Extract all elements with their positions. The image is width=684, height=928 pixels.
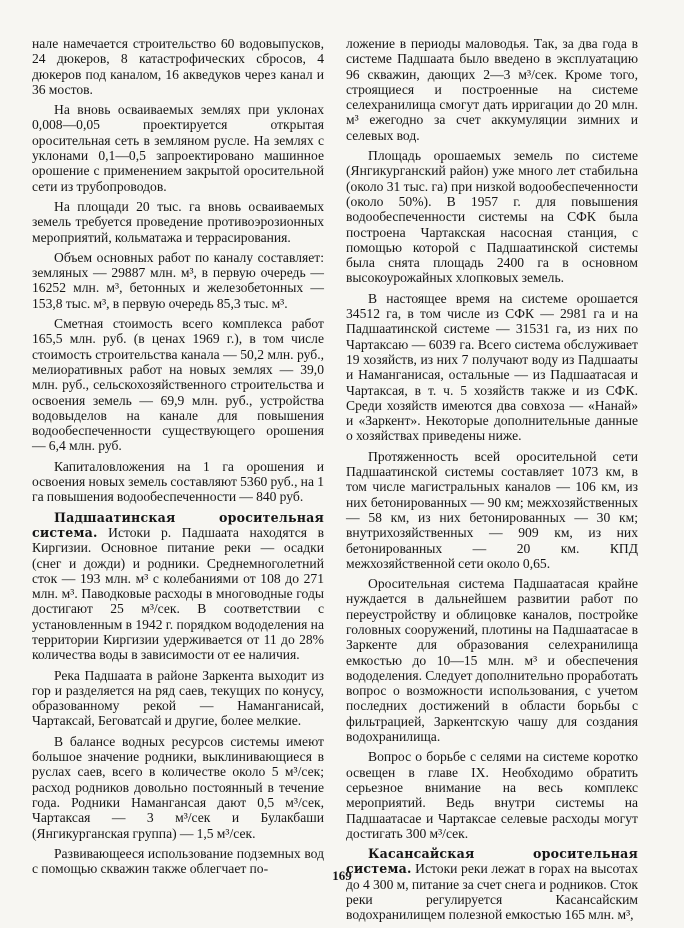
section-text: Истоки р. Падшаата находятся в Киргизии. Основное питание реки — осадки (снег и дожди) и родники. Среднемноголетний сток — 193 млн. м³ с колебаниями от 108 до 271 млн. м³. Паводковые расходы в многоводные годы достигают 25 м³/сек. В соответствии с установленным в 1942 г. порядком вододеления на территории Киргизии удерживается от 11 до 28% количества воды в зависимости от ее наличия. [32, 524, 324, 663]
paragraph: Сметная стоимость всего комплекса работ 165,5 млн. руб. (в ценах 1969 г.), в том числе стоимость строительства канала — 50,2 млн. руб., мелиоративных работ на новых землях — 39,0 млн. руб., сельскохозяйственного строительства и освоения земель — 69,9 млн. руб., устройства водовыделов на канале для повышения водообеспеченности существующего орошения — 6,4 млн. руб. [32, 316, 324, 454]
left-column [32, 36, 324, 881]
paragraph: В балансе водных ресурсов системы имеют большое значение родники, выклинивающиеся в руслах саев, всего в количестве около 5 м³/сек; расход родников довольно постоянный в течение года. Родники Намангансая дают 0,5 м³/сек, Чартаксая — 3 м³/сек и Булакбаши (Янгикурганская группа) — 1,5 м³/сек. [32, 733, 324, 841]
section-heading: Падшаатинская оросительная система. [32, 509, 324, 540]
page-number: 169 [332, 868, 352, 883]
right-column [346, 36, 638, 928]
section-paragraph [32, 510, 324, 663]
paragraph: нале намечается строительство 60 водовыпусков, 24 дюкеров, 8 катастрофических сбросов, 4 дюкеров под каналом, 16 акведуков через канал и 36 мостов. [32, 36, 324, 97]
paragraph: Река Падшаата в районе Заркента выходит из гор и разделяется на ряд саев, текущих по конусу, образованному рекой — Наманганисай, Чартаксай, Беговатсай и другие, более мелкие. [32, 667, 324, 729]
paragraph: На площади 20 тыс. га вновь осваиваемых земель требуется проведение противоэрозионных мероприятий, кольматажа и террасирования. [32, 198, 324, 245]
section-paragraph [346, 846, 638, 922]
paragraph: Развивающееся использование подземных вод с помощью скважин также облегчает по- [32, 845, 324, 877]
paragraph: Вопрос о борьбе с селями на системе коротко освещен в главе IX. Необходимо обратить серьезное внимание на весь комплекс мероприятий. Ведь внутри системы на Падшаатасае и Чартаксае селевые расходы могут достигать 300 м³/сек. [346, 749, 638, 841]
section-heading: Касансайская оросительная система. [346, 846, 638, 877]
section-text: Истоки реки лежат в горах на высотах до 4 300 м, питание за счет снега и родников. Сток реки регулируется Касансайским водохранилищем полезной емкостью 165 млн. м³, [346, 861, 638, 923]
paragraph: На вновь осваиваемых землях при уклонах 0,008—0,05 проектируется открытая оросительная сеть в земляном русле. На землях с уклонами 0,1—0,5 запроектировано машинное орошение с применением закрытой оросительной сети из трубопроводов. [32, 102, 324, 194]
paragraph: Площадь орошаемых земель по системе (Янгикурганский район) уже много лет стабильна (около 31 тыс. га) при низкой водообеспеченности (около 50%). В 1957 г. для повышения водообеспеченности системы на СФК была построена Чартакская насосная станция, с помощью которой с Падшаатинской системы была снята площадь 2400 га в основном высокоурожайных хлопковых земель. [346, 148, 638, 286]
paragraph: Оросительная система Падшаатасая крайне нуждается в дальнейшем развитии работ по переустройству и облицовке каналов, постройке головных сооружений, плотины на Падшаатасае в Заркенте для образования селехранилища емкостью до 10—15 млн. м³ и обеспечения вододеления. Следует дополнительно проработать вопрос о возможности использования, с учетом последних достижений в области борьбы с фильтрацией, Заркентскую чашу для создания водохранилища. [346, 576, 638, 745]
paragraph: Протяженность всей оросительной сети Падшаатинской системы составляет 1073 км, в том числе магистральных каналов — 106 км, из них бетонированных — 90 км; межхозяйственных — 58 км, из них бетонированных — 30 км; внутрихозяйственных — 909 км, из них бетонированных — 20 км. КПД межхозяйственной сети около 0,65. [346, 448, 638, 571]
paragraph: Объем основных работ по каналу составляет: земляных — 29887 млн. м³, в первую очередь — 16252 млн. м³, бетонных и железобетонных — 153,8 тыс. м³, в первую очередь 85,3 тыс. м³. [32, 249, 324, 311]
paragraph: ложение в периоды маловодья. Так, за два года в системе Падшаата было введено в эксплуатацию 96 скважин, дающих 2—3 м³/сек. Кроме того, строящиеся и построенные на системе селехранилища смогут дать ирригации до 20 млн. м³ ежегодно за счет аккумуляции зимних и селевых вод. [346, 36, 638, 143]
paragraph: В настоящее время на системе орошается 34512 га, в том числе из СФК — 2981 га и на Падшаатинской системе — 31531 га, из них по Чартаксаю — 6039 га. Всего система обслуживает 19 хозяйств, из них 7 получают воду из Падшааты и Наманганисая, остальные — из Падшаатасая и Чартаксая, в т. ч. 5 хозяйств также и из СФК. Среди хозяйств имеются два совхоза — «Нанай» и «Заркент». Некоторые дополнительные данные о хозяйствах приведены ниже. [346, 290, 638, 444]
paragraph: Капиталовложения на 1 га орошения и освоения новых земель составляют 5360 руб., на 1 га повышения водообеспеченности — 840 руб. [32, 458, 324, 505]
